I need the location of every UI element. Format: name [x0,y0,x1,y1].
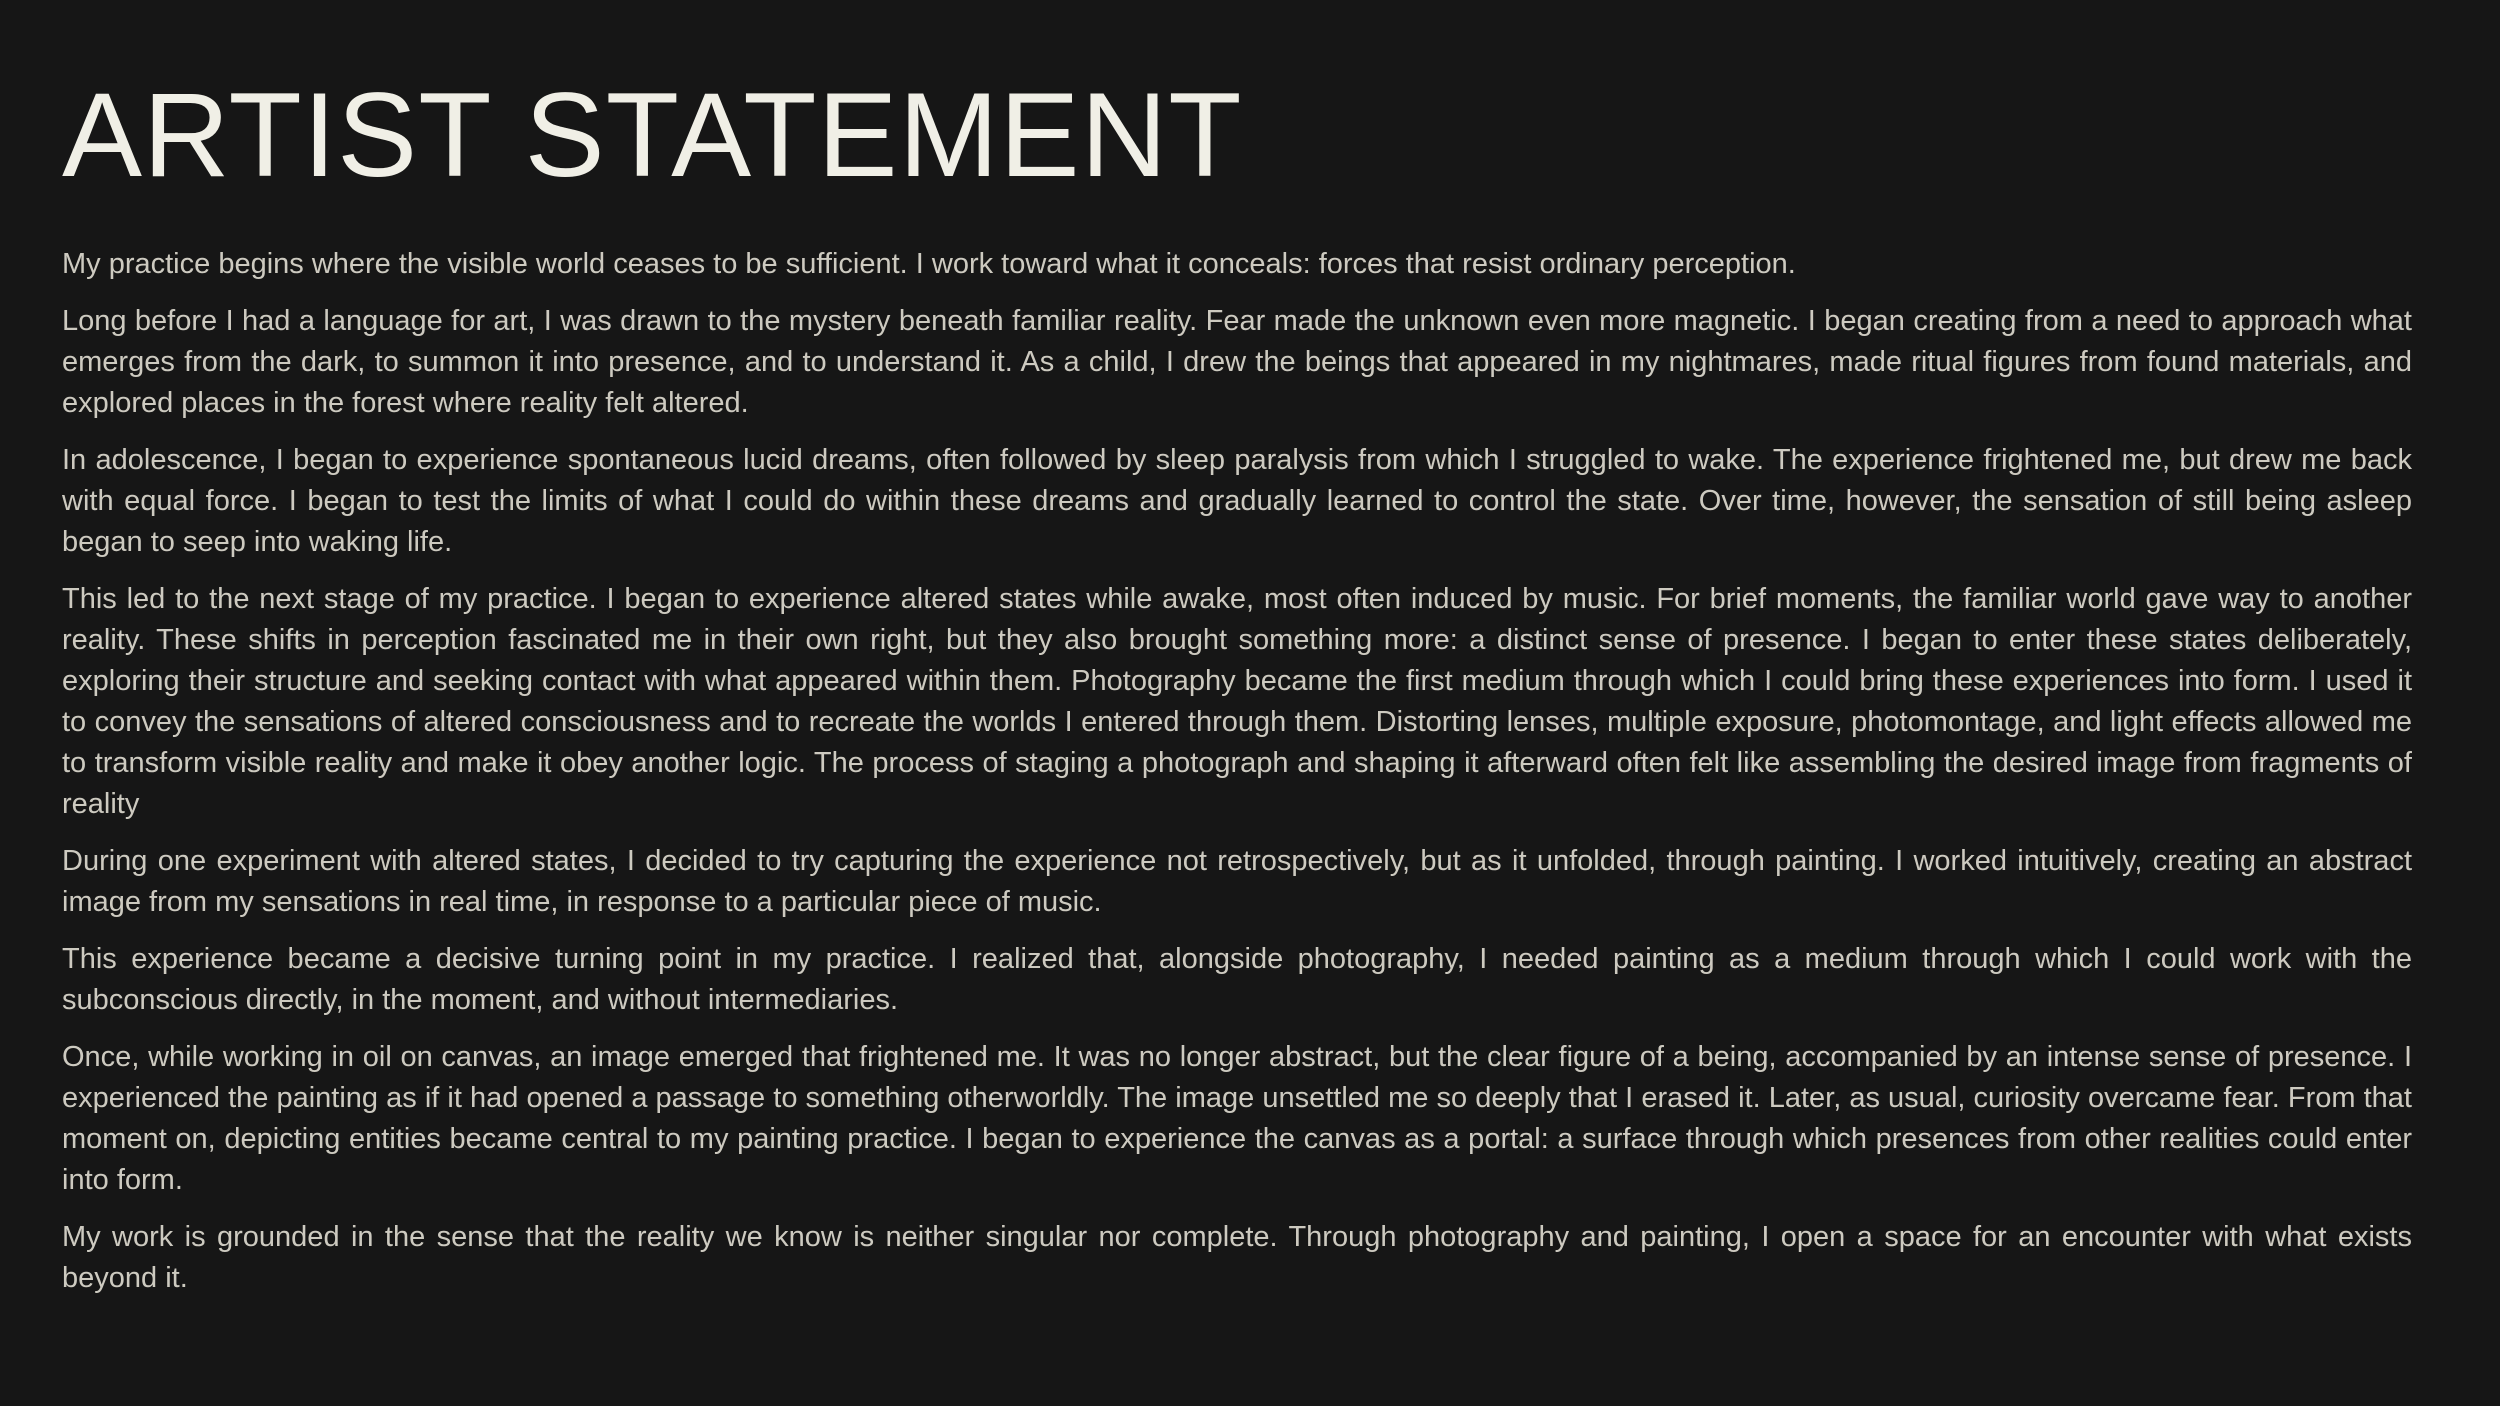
statement-paragraph-7: Once, while working in oil on canvas, an image emerged that frightened me. It was no longer abstract, but the clear figure of a being, accompanied by an intense sense of presence. I experienced the painting as if it had opened a passage to something otherworldly. The image unsettled me so deeply that I erased it. Later, as usual, curiosity overcame fear. From that moment on, depicting entities became central to my painting practice. I began to experience the canvas as a portal: a surface through which presences from other realities could enter into form. [62,1041,2412,1196]
page-title: ARTIST STATEMENT [62,68,1243,202]
statement-paragraph-3: In adolescence, I began to experience spontaneous lucid dreams, often followed by sleep paralysis from which I struggled to wake. The experience frightened me, but drew me back with equal force. I began to test the limits of what I could do within these dreams and gradually learned to control the state. Over time, however, the sensation of still being asleep began to seep into waking life. [62,444,2412,558]
statement-paragraph-8: My work is grounded in the sense that the reality we know is neither singular nor complete. Through photography and painting, I open a space for an encounter with what exists beyond it. [62,1221,2412,1294]
statement-paragraph-6: This experience became a decisive turning point in my practice. I realized that, alongside photography, I needed painting as a medium through which I could work with the subconscious directly, in the moment, and without intermediaries. [62,943,2412,1016]
statement-paragraph-2: Long before I had a language for art, I was drawn to the mystery beneath familiar reality. Fear made the unknown even more magnetic. I began creating from a need to approach what emerges from the dark, to summon it into presence, and to understand it. As a child, I drew the beings that appeared in my nightmares, made ritual figures from found materials, and explored places in the forest where reality felt altered. [62,305,2412,419]
statement-paragraph-4: This led to the next stage of my practice. I began to experience altered states while awake, most often induced by music. For brief moments, the familiar world gave way to another reality. These shifts in perception fascinated me in their own right, but they also brought something more: a distinct sense of presence. I began to enter these states deliberately, exploring their structure and seeking contact with what appeared within them. Photography became the first medium through which I could bring these experiences into form. I used it to convey the sensations of altered consciousness and to recreate the worlds I entered through them. Distorting lenses, multiple exposure, photomontage, and light effects allowed me to transform visible reality and make it obey another logic. The process of staging a photograph and shaping it afterward often felt like assembling the desired image from fragments of reality [62,583,2412,820]
statement-paragraph-1: My practice begins where the visible world ceases to be sufficient. I work toward what it conceals: forces that resist ordinary perception. [62,248,1796,280]
statement-body [62,244,2412,1299]
statement-paragraph-5: During one experiment with altered states, I decided to try capturing the experience not retrospectively, but as it unfolded, through painting. I worked intuitively, creating an abstract image from my sensations in real time, in response to a particular piece of music. [62,845,2412,918]
